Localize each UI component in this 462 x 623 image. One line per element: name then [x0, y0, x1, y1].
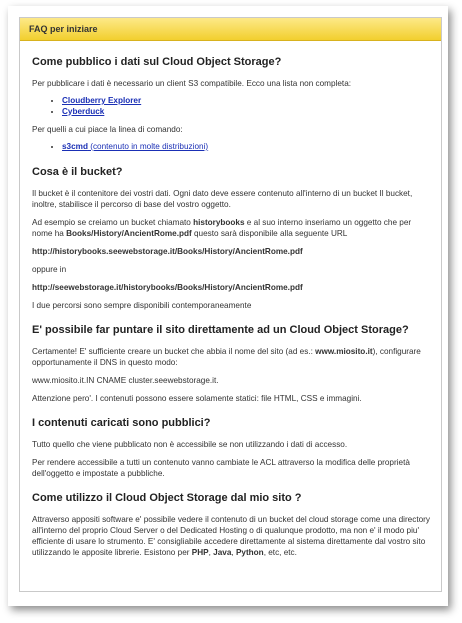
- publish-intro: Per pubblicare i dati è necessario un client S3 compatibile. Ecco una lista non completa:: [32, 79, 352, 88]
- question-site-pointing: E' possibile far puntare il sito direttamente ad un Cloud Object Storage?: [32, 323, 409, 336]
- bucket-example: Ad esempio se creiamo un bucket chiamato historybooks e al suo interno inseriamo un oggetto che per nome ha Books/History/AncientRome.pdf questo sarà disponibile alla seguente URL: [32, 217, 412, 238]
- public-answer-1: Tutto quello che viene pubblicato non è accessibile se non utilizzando i dati di accesso.: [32, 439, 348, 449]
- oppure-text: oppure in: [32, 264, 67, 274]
- site-pointing-answer: Certamente! E' sufficiente creare un bucket che abbia il nome del sito (ad es.: www.miosito.it), configurare opportunamente il DNS in questo modo:: [32, 346, 421, 367]
- example-url-2: http://seewebstorage.it/historybooks/Books/History/AncientRome.pdf: [32, 282, 303, 292]
- use-from-site-answer: Attraverso appositi software e' possibile vedere il contenuto di un bucket del cloud storage come una directory all'interno del proprio Cloud Server o del Dedicated Hosting o di qualunque prodotto, ma non e' il modo piu' efficiente di usare lo strumento. E' consigliabile accedere direttamente al sistema direttamente dal vostro sito utilizzando le apposite librerie. Esistono per PHP, Java, Python, etc, etc.: [32, 514, 430, 557]
- list-item: [62, 96, 432, 107]
- s3cmd-link[interactable]: s3cmd (contenuto in molte distribuzioni): [62, 142, 209, 151]
- panel-header: [20, 18, 441, 41]
- panel-title: FAQ per iniziare: [29, 24, 98, 34]
- client-list: [32, 96, 432, 117]
- list-item: [62, 107, 432, 118]
- question-public-content: I contenuti caricati sono pubblici?: [32, 416, 211, 429]
- cyberduck-link[interactable]: Cyberduck: [62, 106, 105, 116]
- question-publish-data: Come pubblico i dati sul Cloud Object Storage?: [32, 56, 282, 68]
- list-item: [62, 142, 432, 153]
- cli-intro: Per quelli a cui piace la linea di comando:: [32, 125, 183, 134]
- question-use-from-site: Come utilizzo il Cloud Object Storage dal mio sito ?: [32, 491, 302, 504]
- paths-note: I due percorsi sono sempre disponibili contemporaneamente: [32, 300, 252, 310]
- example-url-1: http://historybooks.seewebstorage.it/Books/History/AncientRome.pdf: [32, 246, 303, 256]
- bucket-definition: Il bucket è il contenitore dei vostri dati. Ogni dato deve essere contenuto all'interno di un bucket Il bucket, inoltre, stabilisce il percorso di base del vostro oggetto.: [32, 188, 413, 209]
- faq-content: [20, 56, 441, 558]
- cli-list: [32, 142, 432, 153]
- dns-record: www.miosito.it.IN CNAME cluster.seewebstorage.it.: [32, 375, 219, 385]
- static-warning: Attenzione pero'. I contenuti possono essere solamente statici: file HTML, CSS e immagini.: [32, 393, 362, 403]
- cloudberry-link[interactable]: Cloudberry Explorer: [62, 96, 142, 105]
- public-answer-2: Per rendere accessibile a tutti un contenuto vanno cambiate le ACL attraverso la modifica delle proprietà dell'oggetto e impostate a pubbliche.: [32, 457, 410, 478]
- faq-panel: [19, 17, 442, 592]
- question-bucket: Cosa è il bucket?: [32, 165, 123, 178]
